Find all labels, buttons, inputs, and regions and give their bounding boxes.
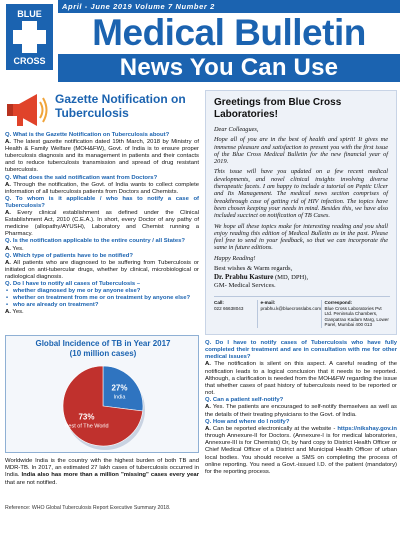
letter-paragraph: Hope all of you are in the best of health and spirit! It gives me immense pleasure and satisfaction to present you with the first issue of the Blue Cross Medical Bulletin for the new financial year of 2019.	[214, 136, 388, 166]
pie-value-label: 73%	[78, 412, 95, 422]
contact-info: Call: 022 66638043 e-mail: prabhu.k@bluecrosslabs.com Correspond: Blue Cross Laboratories Pvt Ltd. Peninsula Chambers, Ganpatrao Kadam Marg, Lower Parel, Mumbai 400 013	[214, 296, 390, 328]
bullet-item: • who are already on treatment?	[5, 302, 199, 309]
issue-info: April - June 2019 Volume 7 Number 2	[58, 0, 400, 13]
letter-salutation: Dear Colleagues,	[214, 126, 259, 133]
bulletin-title: Medical Bulletin	[92, 12, 366, 53]
question-1: Q. What is the Gazette Notification on Tuberculosis about?	[5, 132, 170, 138]
postal-address: Blue Cross Laboratories Pvt Ltd. Peninsula Chambers, Ganpatrao Kadam Marg, Lower Parel, Mumbai 400 013	[324, 305, 389, 328]
answer-4: A. Yes.	[5, 245, 24, 252]
reference-note: Reference: WHO Global Tuberculosis Report Executive Summary 2018.	[5, 505, 171, 511]
bulletin-subtitle: News You Can Use	[58, 54, 400, 82]
logo-text-top: BLUE	[17, 9, 42, 19]
article-title: Gazette Notification on Tuberculosis	[55, 92, 186, 120]
phone-number: 022 66638043	[214, 305, 244, 311]
answer-5: A. All patients who are diagnosed to be suffering from Tuberculosis or initiated on anti-tubercular drugs, whether by clinical, microbiological or radiological diagnosis.	[5, 259, 199, 280]
left-column	[5, 90, 199, 540]
answer-7: A. The notification is silent on this aspect. A careful reading of the notification leads to a logical conclusion that it needs to be reported. Although, a clarification is needed from the MOH&FW regarding the issue that whether cases of past history of tuberculosis need to be reported or not.	[205, 361, 397, 397]
pie-category-label: India	[113, 394, 126, 401]
bullet-item: • whether diagnosed by me or by anyone else?	[5, 288, 199, 295]
answer-9: A. Can be reported electronically at the website - https://nikshay.gov.in through Annexure-II for Doctors. (Annexure-I is for medical laboratories, Annexure-III is for Chemists) Or, by hard copy to District Health Officer or Chief Medical Officer of a District and Municipal Health Officer of urban local bodies. You should receive a SMS on completing the process of online reporting. You need a Govt.-issued I.D. of the patient (mandatory) for the reporting process.	[205, 425, 397, 475]
chart-caption: Worldwide India is the country with the highest burden of both TB and MDR-TB. In 2017, an estimated 27 lakh cases of tuberculosis occurred in India. India also has more than a million "missing" cases every year that are not notified.	[5, 458, 200, 486]
answer-3: A. Every clinical establishment as defined under the Clinical Establishment Act, 2010 (C.E.A.). In short, every Doctor of any pathy of medicine (allopathy/AYUSH), Laboratory and Chemist running a Pharmacy.	[5, 210, 199, 238]
chart-title: Global Incidence of TB in Year 2017 (10 million cases)	[35, 339, 171, 358]
email-address[interactable]: prabhu.k@bluecrosslabs.com	[260, 305, 322, 311]
letter-closing: Happy Reading!	[214, 254, 256, 262]
letter-paragraph: This issue will have you updated on a few recent medical developments, and novel clinical insights involving diverse therapeutic facets. I am happy to include a tutorial on Peptic Ulcer and Its Management. The medical news section comprises of breakthrough case of getting rid of HIV infection. The topics have been chosen keeping your needs in mind. Besides this, we have also included succinct on notification of TB Cases.	[214, 168, 388, 220]
pie-chart	[18, 360, 188, 452]
letter-paragraph: We hope all these topics make for interesting reading and you shall enjoy reading this edition of Medical Bulletin as in the past. Please feel free to send in your feedback, so that we can incorporate the same in future editions.	[214, 222, 388, 252]
signature-block: Best wishes & Warm regards, Dr. Prabhu Kasture (MD, DPH), GM- Medical Services.	[214, 265, 309, 290]
article-qa-continued	[205, 340, 397, 476]
article-qa	[5, 132, 199, 316]
question-2: Q. What does the said notification want from Doctors?	[5, 174, 158, 181]
masthead	[0, 0, 400, 84]
bullet-item: • whether on treatment from me or on treatment by anyone else?	[5, 295, 199, 302]
tb-incidence-chart	[5, 335, 199, 453]
answer-1: A. The latest gazette notification dated 19th March, 2018 by Ministry of Health & Family Welfare (MOH&FW), Govt. of India is to ensure proper tuberculosis diagnosis and its management in patients and their contacts and to reduce tuberculosis transmission and spread of drug resistant tuberculosis.	[5, 139, 199, 174]
answer-8: A. Yes. The patients are encouraged to self-notify themselves as well as the details of their treating physicians to the Govt. of India.	[205, 404, 397, 418]
question-9: Q. How and where do I notify?	[205, 418, 290, 425]
pie-value-label: 27%	[111, 383, 128, 393]
pie-category-label: Rest of The World	[64, 423, 109, 430]
logo-text-bottom: CROSS	[13, 56, 46, 66]
nikshay-link[interactable]: https://nikshay.gov.in	[337, 425, 397, 432]
question-8: Q. Can a patient self-notify?	[205, 397, 284, 404]
blue-cross-logo	[6, 4, 53, 70]
question-7: Q. Do I have to notify cases of Tuberculosis who have fully completed their treatment and are in consultation with me for other medical issues?	[205, 340, 397, 361]
editor-letter	[205, 90, 397, 335]
megaphone-icon	[5, 90, 49, 130]
question-3: Q. To whom is it applicable / who has to notify a case of Tuberculosis?	[5, 195, 199, 209]
question-4: Q. Is the notification applicable to the entire country / all States?	[5, 238, 186, 245]
letter-title: Greetings from Blue Cross Laboratories!	[214, 97, 342, 120]
answer-2: A. Through the notification, the Govt. of India wants to collect complete information of all tuberculosis patients from Doctors and Chemists.	[5, 181, 199, 195]
answer-6: A. Yes.	[5, 309, 24, 316]
question-6: Q. Do I have to notify all cases of Tuberculosis –	[5, 280, 141, 287]
question-5: Q. Which type of patients have to be notified?	[5, 252, 133, 259]
